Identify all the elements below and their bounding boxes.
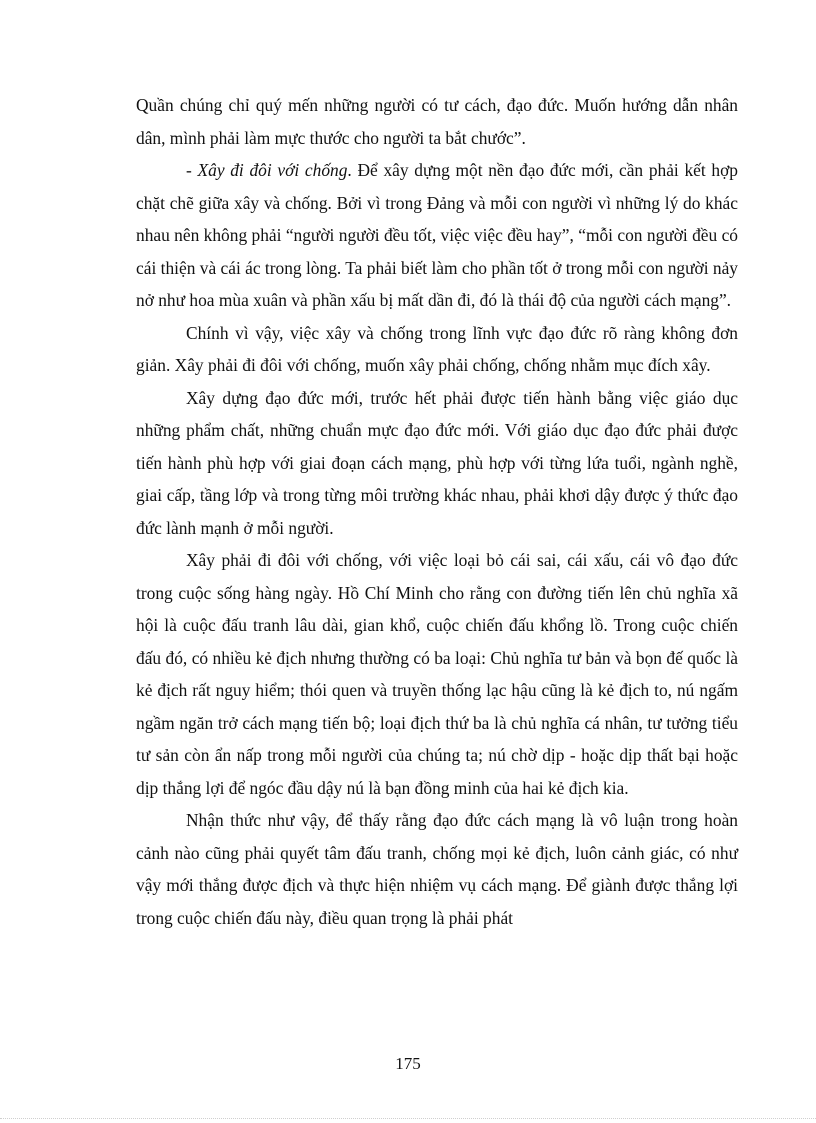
paragraph-2-heading: Xây đi đôi với chống	[197, 160, 348, 180]
page-number: 175	[395, 1054, 421, 1073]
paragraph-2	[136, 154, 738, 317]
paragraph-2-body: . Để xây dựng một nền đạo đức mới, cần phải kết hợp chặt chẽ giữa xây và chống. Bởi vì trong Đảng và mỗi con người vì những lý do khác nhau nên không phải “người người đều tốt, việc việc đều hay”, “mỗi con người đều có cái thiện và cái ác trong lòng. Ta phải biết làm cho phần tốt ở trong mỗi con người nảy nở như hoa mùa xuân và phần xấu bị mất dần đi, đó là thái độ của người cách mạng”.	[136, 160, 738, 310]
paragraph-6: Nhận thức như vậy, để thấy rằng đạo đức cách mạng là vô luận trong hoàn cảnh nào cũng phải quyết tâm đấu tranh, chống mọi kẻ địch, luôn cảnh giác, có như vậy mới thắng được địch và thực hiện nhiệm vụ cách mạng. Để giành được thắng lợi trong cuộc chiến đấu này, điều quan trọng là phải phát	[136, 810, 738, 928]
paragraph-1: Quần chúng chỉ quý mến những người có tư cách, đạo đức. Muốn hướng dẫn nhân dân, mình phải làm mực thước cho người ta bắt chước”.	[136, 95, 738, 148]
paragraph-4: Xây dựng đạo đức mới, trước hết phải được tiến hành bằng việc giáo dục những phẩm chất, những chuẩn mực đạo đức mới. Với giáo dục đạo đức phải được tiến hành phù hợp với giai đoạn cách mạng, phù hợp với từng lứa tuổi, ngành nghề, giai cấp, tầng lớp và trong từng môi trường khác nhau, phải khơi dậy được ý thức đạo đức lành mạnh ở mỗi người.	[136, 387, 738, 538]
paragraph-3: Chính vì vậy, việc xây và chống trong lĩnh vực đạo đức rõ ràng không đơn giản. Xây phải đi đôi với chống, muốn xây phải chống, chống nhằm mục đích xây.	[136, 322, 738, 375]
body-text	[136, 89, 738, 934]
paragraph-2-lead: -	[186, 160, 198, 180]
paragraph-5: Xây phải đi đôi với chống, với việc loại bỏ cái sai, cái xấu, cái vô đạo đức trong cuộc sống hàng ngày. Hồ Chí Minh cho rằng con đường tiến lên chủ nghĩa xã hội là cuộc đấu tranh lâu dài, gian khổ, cuộc chiến đấu khổng lồ. Trong cuộc chiến đấu đó, có nhiều kẻ địch nhưng thường có ba loại: Chủ nghĩa tư bản và bọn đế quốc là kẻ địch rất nguy hiểm; thói quen và truyền thống lạc hậu cũng là kẻ địch to, nú ngấm ngầm ngăn trở cách mạng tiến bộ; loại địch thứ ba là chủ nghĩa cá nhân, tư tưởng tiểu tư sản còn ẩn nấp trong mỗi người của chúng ta; nú chờ dịp - hoặc dịp thất bại hoặc dịp thắng lợi để ngóc đầu dậy nú là bạn đồng minh của hai kẻ địch kia.	[136, 550, 738, 798]
page-bottom-divider	[0, 1118, 816, 1119]
